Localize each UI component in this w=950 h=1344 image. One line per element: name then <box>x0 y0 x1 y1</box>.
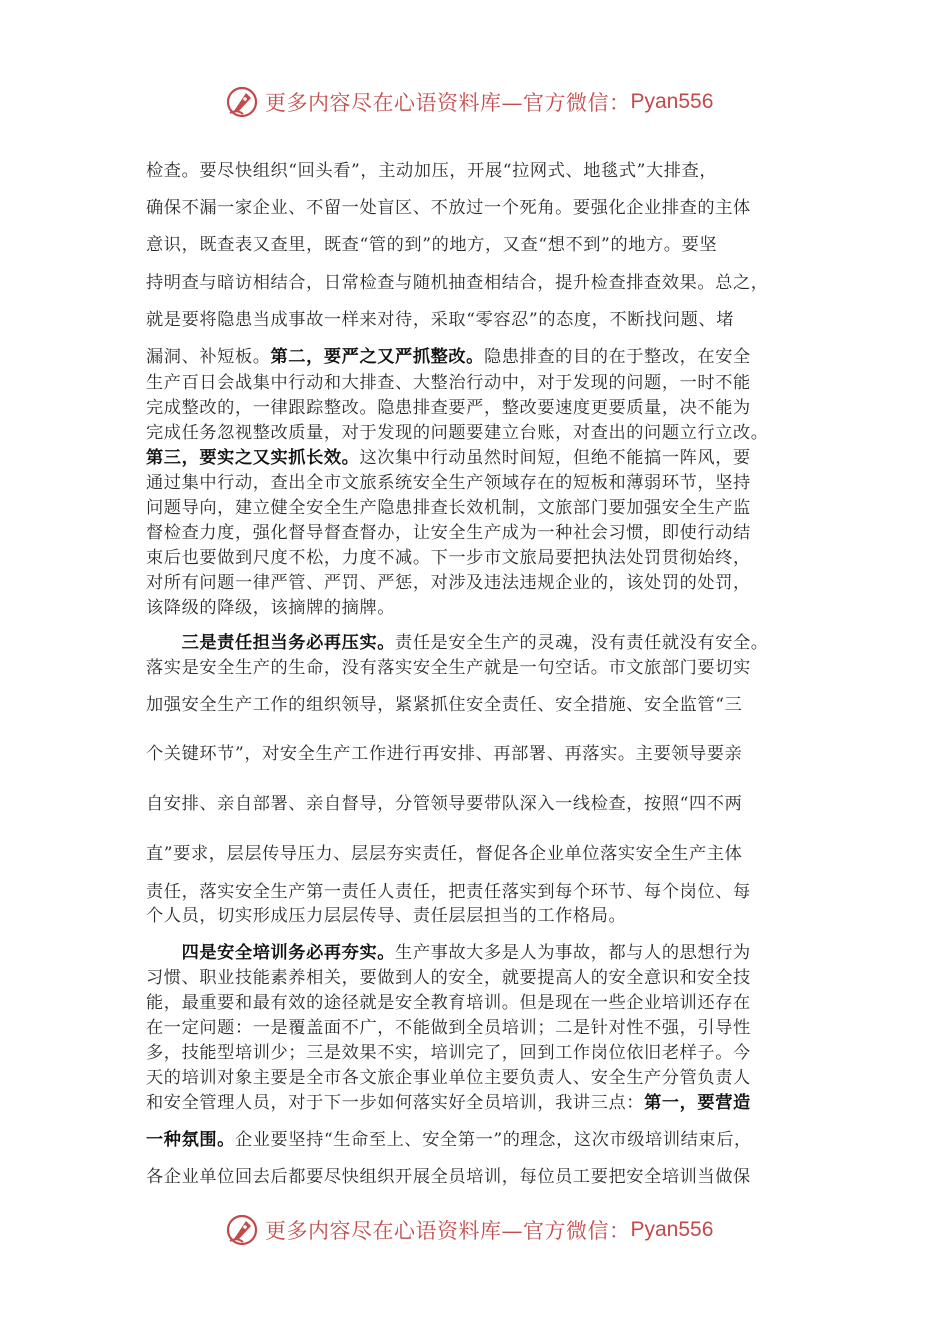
text-segment: 各企业单位回去后都要尽快组织开展全员培训，每位员工要把安全培训当做保 <box>146 1167 751 1187</box>
bold-heading-segment: 三是责任担当务必再压实。 <box>181 633 396 653</box>
text-segment: 能，最重要和最有效的途径就是安全教育培训。但是现在一些企业培训还存在 <box>146 993 751 1013</box>
text-line <box>146 309 814 331</box>
text-line <box>146 992 814 1014</box>
text-line <box>146 547 814 569</box>
text-line <box>146 1017 814 1039</box>
text-segment: 责任是安全生产的灵魂，没有责任就没有安全。 <box>395 633 769 653</box>
text-line <box>146 1092 814 1114</box>
text-segment: 责任，落实安全生产第一责任人责任，把责任落实到每个环节、每个岗位、每 <box>146 882 751 902</box>
text-segment: 多，技能型培训少；三是效果不实，培训完了，回到工作岗位依旧老样子。今 <box>146 1043 751 1063</box>
text-line <box>146 346 814 368</box>
text-segment <box>146 633 182 653</box>
text-segment: 完成任务忽视整改质量，对于发现的问题要建立台账，对查出的问题立行立改。 <box>146 423 769 443</box>
text-line <box>146 272 814 294</box>
bold-heading-segment: 四是安全培训务必再夯实。 <box>181 943 396 963</box>
text-segment: 个关键环节”，对安全生产工作进行再安排、再部署、再落实。主要领导要亲 <box>146 744 743 764</box>
text-line <box>146 881 814 903</box>
banner-text: 更多内容尽在心语资料库—官方微信： <box>265 91 631 115</box>
text-line <box>146 597 814 619</box>
text-line <box>146 1166 814 1188</box>
pen-nib-logo-icon <box>225 1213 259 1247</box>
text-segment: 直”要求，层层传导压力、层层夯实责任，督促各企业单位落实安全生产主体 <box>146 844 743 864</box>
text-line <box>146 967 814 989</box>
text-line <box>146 497 814 519</box>
text-line <box>146 397 814 419</box>
text-segment: 检查。要尽快组织“回头看”，主动加压，开展“拉网式、地毯式”大排查， <box>146 161 718 181</box>
text-line <box>146 743 814 765</box>
text-segment: 这次集中行动虽然时间短，但绝不能搞一阵风，要 <box>359 448 751 468</box>
text-line <box>146 197 814 219</box>
text-segment: 持明查与暗访相结合，日常检查与随机抽查相结合，提升检查排查效果。总之， <box>146 273 769 293</box>
text-segment: 束后也要做到尺度不松，力度不减。下一步市文旅局要把执法处罚贯彻始终， <box>146 548 751 568</box>
banner-wechat-id: Pyan556 <box>630 90 714 113</box>
text-line <box>146 657 814 679</box>
text-segment: 隐患排查的目的在于整改，在安全 <box>483 347 751 367</box>
text-segment: 对所有问题一律严管、严罚、严惩，对涉及违法违规企业的，该处罚的处罚， <box>146 573 751 593</box>
text-segment: 通过集中行动，查出全市文旅系统安全生产领域存在的短板和薄弱环节，坚持 <box>146 473 751 493</box>
text-line <box>146 572 814 594</box>
bold-heading-segment: 一种氛围。 <box>146 1130 235 1150</box>
text-line <box>146 1129 814 1151</box>
bold-heading-segment: 第一，要营造 <box>644 1093 751 1113</box>
bold-heading-segment: 第二，要严之又严抓整改。 <box>270 347 484 367</box>
text-segment: 该降级的降级，该摘牌的摘牌。 <box>146 598 396 618</box>
text-line <box>146 1042 814 1064</box>
text-line <box>146 632 814 654</box>
text-segment: 个人员，切实形成压力层层传导、责任层层担当的工作格局。 <box>146 906 627 926</box>
text-line <box>146 793 814 815</box>
text-line <box>146 522 814 544</box>
text-line <box>146 234 814 256</box>
text-line <box>146 1067 814 1089</box>
text-segment: 生产百日会战集中行动和大排查、大整治行动中，对于发现的问题，一时不能 <box>146 373 751 393</box>
banner-text: 更多内容尽在心语资料库—官方微信： <box>265 1219 631 1243</box>
text-segment: 生产事故大多是人为事故，都与人的思想行为 <box>395 943 751 963</box>
text-segment: 完成整改的，一律跟踪整改。隐患排查要严，整改要速度更要质量，决不能为 <box>146 398 751 418</box>
bold-heading-segment: 第三，要实之又实抓长效。 <box>146 448 360 468</box>
text-segment: 加强安全生产工作的组织领导，紧紧抓住安全责任、安全措施、安全监管“三 <box>146 695 743 715</box>
text-segment: 企业要坚持“生命至上、安全第一”的理念，这次市级培训结束后， <box>234 1130 752 1150</box>
text-segment: 和安全管理人员，对于下一步如何落实好全员培训，我讲三点： <box>146 1093 645 1113</box>
text-line <box>146 422 814 444</box>
text-segment: 督检查力度，强化督导督查督办，让安全生产成为一种社会习惯，即使行动结 <box>146 523 751 543</box>
text-segment: 就是要将隐患当成事故一样来对待，采取“零容忍”的态度，不断找问题、堵 <box>146 310 734 330</box>
text-segment: 习惯、职业技能素养相关，要做到人的安全，就要提高人的安全意识和安全技 <box>146 968 751 988</box>
pen-nib-logo-icon <box>225 85 259 119</box>
text-segment: 问题导向，建立健全安全生产隐患排查长效机制，文旅部门要加强安全生产监 <box>146 498 751 518</box>
text-segment: 意识，既查表又查里，既查“管的到”的地方，又查“想不到”的地方。要坚 <box>146 235 718 255</box>
text-segment: 落实是安全生产的生命，没有落实安全生产就是一句空话。市文旅部门要切实 <box>146 658 751 678</box>
text-line <box>146 694 814 716</box>
banner-wechat-id: Pyan556 <box>630 1218 714 1241</box>
text-segment: 漏洞、补短板。 <box>146 347 271 367</box>
text-line <box>146 905 814 927</box>
header-banner <box>225 82 745 122</box>
text-segment: 在一定问题：一是覆盖面不广，不能做到全员培训；二是针对性不强，引导性 <box>146 1018 751 1038</box>
text-line <box>146 843 814 865</box>
text-line <box>146 160 814 182</box>
text-line <box>146 472 814 494</box>
text-line <box>146 372 814 394</box>
text-segment: 确保不漏一家企业、不留一处盲区、不放过一个死角。要强化企业排查的主体 <box>146 198 751 218</box>
text-segment <box>146 943 182 963</box>
footer-banner <box>225 1210 745 1250</box>
text-segment: 自安排、亲自部署、亲自督导，分管领导要带队深入一线检查，按照“四不两 <box>146 794 743 814</box>
text-line <box>146 447 814 469</box>
text-segment: 天的培训对象主要是全市各文旅企事业单位主要负责人、安全生产分管负责人 <box>146 1068 751 1088</box>
text-line <box>146 942 814 964</box>
